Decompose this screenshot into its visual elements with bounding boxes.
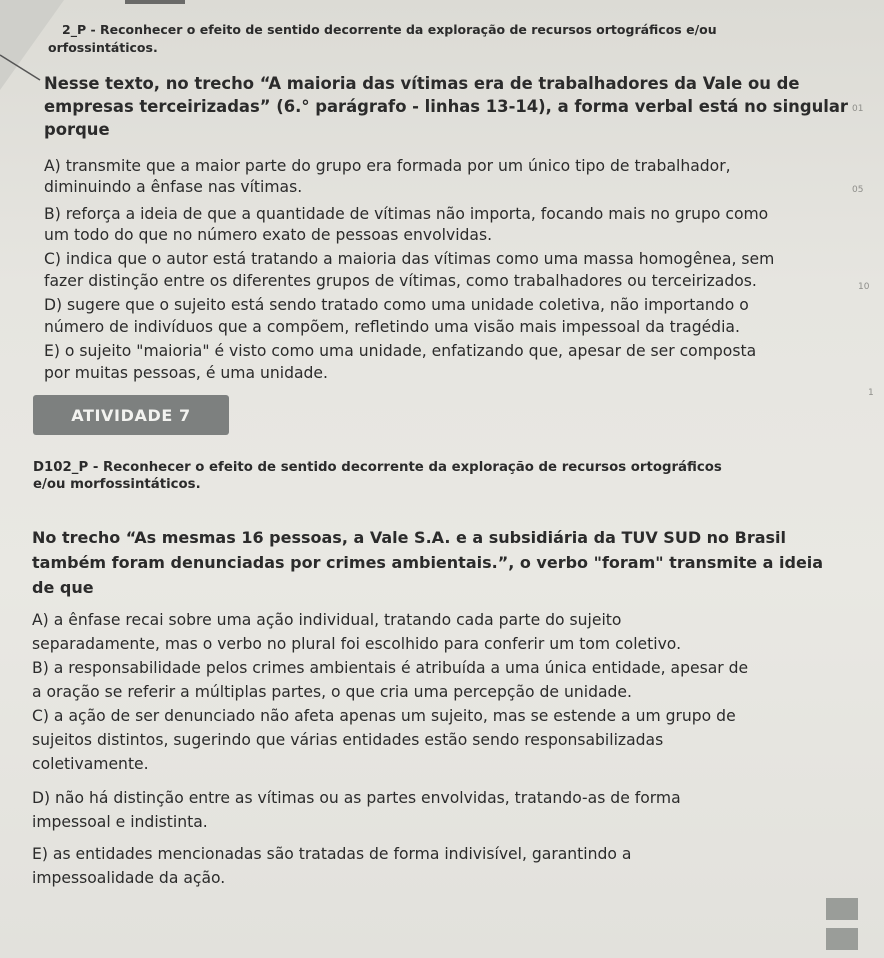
question2-stem-line1: No trecho “As mesmas 16 pessoas, a Vale S.A. e a subsidiária da TUV SUD no Brasil xyxy=(32,528,786,547)
corner-square-mark xyxy=(826,898,858,920)
activity-badge xyxy=(33,395,229,435)
margin-line-number: 01 xyxy=(852,104,864,114)
question1-option-e-line1[interactable]: E) o sujeito "maioria" é visto como uma unidade, enfatizando que, apesar de ser composta xyxy=(44,342,757,360)
question2-option-d-line1[interactable]: D) não há distinção entre as vítimas ou as partes envolvidas, tratando-as de forma xyxy=(32,789,681,807)
question1-stem-line3: porque xyxy=(44,120,110,139)
question1-option-b-line2[interactable]: um todo do que no número exato de pessoas envolvidas. xyxy=(44,226,493,244)
question2-option-e-line2[interactable]: impessoalidade da ação. xyxy=(32,869,226,887)
descriptor-line1: D102_P - Reconhecer o efeito de sentido decorrente da exploração de recursos ortográficos xyxy=(33,460,722,475)
question1-option-d-line2[interactable]: número de indivíduos que a compõem, refletindo uma visão mais impessoal da tragédia. xyxy=(44,318,740,336)
question1-stem-line2: empresas terceirizadas” (6.° parágrafo - linhas 13-14), a forma verbal está no singular xyxy=(44,97,849,116)
top-header-line2: orfossintáticos. xyxy=(48,40,158,55)
question2-option-c-line3[interactable]: coletivamente. xyxy=(32,755,149,773)
question2-option-b-line2[interactable]: a oração se referir a múltiplas partes, o que cria uma percepção de unidade. xyxy=(32,683,632,701)
activity-label: ATIVIDADE 7 xyxy=(71,405,191,425)
question2-option-a-line1[interactable]: A) a ênfase recai sobre uma ação individual, tratando cada parte do sujeito xyxy=(32,611,622,629)
question2-option-e-line1[interactable]: E) as entidades mencionadas são tratadas de forma indivisível, garantindo a xyxy=(32,845,632,863)
question2-option-c-line1[interactable]: C) a ação de ser denunciado não afeta apenas um sujeito, mas se estende a um grupo de xyxy=(32,707,736,725)
margin-line-number: 10 xyxy=(858,282,870,292)
descriptor-line2: e/ou morfossintáticos. xyxy=(33,477,201,492)
question2-option-b-line1[interactable]: B) a responsabilidade pelos crimes ambientais é atribuída a uma única entidade, apesar de xyxy=(32,659,749,677)
question2-stem-line2: também foram denunciadas por crimes ambientais.”, o verbo "foram" transmite a ideia xyxy=(32,553,824,572)
question1-option-e-line2[interactable]: por muitas pessoas, é uma unidade. xyxy=(44,364,328,382)
corner-square-mark xyxy=(826,928,858,950)
question1-option-a-line1[interactable]: A) transmite que a maior parte do grupo era formada por um único tipo de trabalhador, xyxy=(44,157,731,175)
question2-option-d-line2[interactable]: impessoal e indistinta. xyxy=(32,813,208,831)
question2-stem-line3: de que xyxy=(32,578,94,597)
question2-option-c-line2[interactable]: sujeitos distintos, sugerindo que várias entidades estão sendo responsabilizadas xyxy=(32,731,664,749)
top-header-line1: 2_P - Reconhecer o efeito de sentido decorrente da exploração de recursos ortográficos e/ou xyxy=(62,22,717,37)
question1-option-c-line1[interactable]: C) indica que o autor está tratando a maioria das vítimas como uma massa homogênea, sem xyxy=(44,250,775,268)
question1-option-d-line1[interactable]: D) sugere que o sujeito está sendo tratado como uma unidade coletiva, não importando o xyxy=(44,296,749,314)
question1-option-c-line2[interactable]: fazer distinção entre os diferentes grupos de vítimas, como trabalhadores ou terceirizados. xyxy=(44,272,757,290)
top-edge-mark xyxy=(125,0,185,4)
question2-option-a-line2[interactable]: separadamente, mas o verbo no plural foi escolhido para conferir um tom coletivo. xyxy=(32,635,682,653)
margin-line-number: 1 xyxy=(868,388,874,398)
question1-option-b-line1[interactable]: B) reforça a ideia de que a quantidade de vítimas não importa, focando mais no grupo como xyxy=(44,205,769,223)
question1-option-a-line2[interactable]: diminuindo a ênfase nas vítimas. xyxy=(44,178,303,196)
question1-stem-line1: Nesse texto, no trecho “A maioria das vítimas era de trabalhadores da Vale ou de xyxy=(44,74,800,93)
margin-line-number: 05 xyxy=(852,185,864,195)
